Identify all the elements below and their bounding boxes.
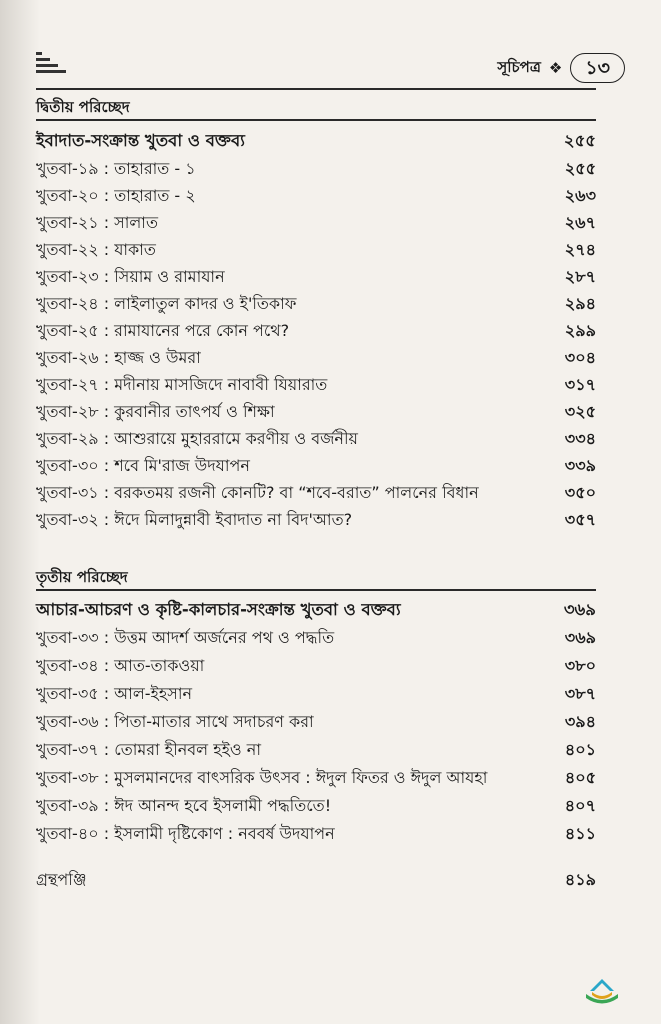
toc-entry-title: খুতবা-৩৭ : তোমরা হীনবল হইও না [36, 739, 261, 759]
toc-entry-page: ২৮৭ [564, 266, 596, 286]
toc-entry-page: ২৯৯ [564, 320, 596, 340]
section-heading-page: ২৫৫ [563, 131, 596, 150]
bibliography-page: ৪১৯ [564, 869, 596, 889]
section-rule-3 [36, 589, 596, 591]
section-heading-2[interactable] [36, 128, 596, 155]
toc-entry-page: ৩৩৪ [564, 428, 596, 448]
toc-entry-page: ৪০১ [564, 739, 596, 759]
toc-entry-title: খুতবা-২৪ : লাইলাতুল কাদর ও ই'তিকাফ [36, 293, 297, 313]
toc-entry-page: ২৭৪ [564, 239, 596, 259]
toc-entry[interactable] [36, 425, 596, 453]
toc-entry-page: ৪০৭ [564, 795, 596, 815]
toc-entry[interactable] [36, 182, 596, 210]
toc-entry[interactable] [36, 452, 596, 480]
toc-entry[interactable] [36, 398, 596, 426]
toc-entry-title: খুতবা-২৬ : হাজ্জ ও উমরা [36, 347, 201, 367]
toc-entry-page: ২৫৫ [564, 158, 596, 178]
toc-entry-page: ৩৫৭ [564, 509, 596, 529]
section-rule-2 [36, 119, 596, 121]
toc-entry[interactable] [36, 506, 596, 534]
toc-entry[interactable] [36, 263, 596, 291]
toc-entry-page: ৩৮০ [564, 655, 596, 675]
toc-entry-page: ৩৯৪ [564, 711, 596, 731]
toc-entry-title: খুতবা-৩৯ : ঈদ আনন্দ হবে ইসলামী পদ্ধতিতে! [36, 795, 332, 815]
toc-entry[interactable] [36, 708, 596, 736]
section-heading-3[interactable] [36, 597, 596, 624]
page-number: ১৩ [570, 53, 625, 83]
toc-entry[interactable] [36, 290, 596, 318]
toc-entry-title: খুতবা-২৫ : রামাযানের পরে কোন পথে? [36, 320, 290, 340]
toc-entry[interactable] [36, 624, 596, 652]
toc-entry-page: ৩২৫ [564, 401, 596, 421]
section-label-3: তৃতীয় পরিচ্ছেদ [36, 568, 128, 586]
corner-ornament-icon [36, 48, 66, 78]
toc-entry-title: খুতবা-২২ : যাকাত [36, 239, 156, 259]
toc-entry-title: খুতবা-২৩ : সিয়াম ও রামাযান [36, 266, 225, 286]
toc-entry-page: ৩৬৯ [564, 627, 596, 647]
page-edge-shadow [0, 0, 40, 1024]
toc-entry[interactable] [36, 680, 596, 708]
toc-entry-page: ৪১১ [564, 823, 596, 843]
section-label-2: দ্বিতীয় পরিচ্ছেদ [36, 98, 130, 116]
section-heading-title: ইবাদাত-সংক্রান্ত খুতবা ও বক্তব্য [36, 131, 245, 150]
toc-entry[interactable] [36, 792, 596, 820]
toc-entry[interactable] [36, 344, 596, 372]
toc-entry[interactable] [36, 820, 596, 848]
toc-entry-title: খুতবা-৩৩ : উত্তম আদর্শ অর্জনের পথ ও পদ্ধতি [36, 627, 335, 647]
toc-entry-title: খুতবা-৩৮ : মুসলমানদের বাৎসরিক উৎসব : ঈদুল ফিতর ও ঈদুল আযহা [36, 767, 488, 787]
toc-entry-title: খুতবা-৩৪ : আত-তাকওয়া [36, 655, 205, 675]
bibliography-label: গ্রন্থপঞ্জি [36, 869, 87, 889]
publisher-logo-icon [582, 976, 622, 1008]
toc-entry-title: খুতবা-৪০ : ইসলামী দৃষ্টিকোণ : নববর্ষ উদযাপন [36, 823, 335, 843]
toc-entry-title: খুতবা-১৯ : তাহারাত - ১ [36, 158, 196, 178]
toc-entry[interactable] [36, 236, 596, 264]
running-title: সূচিপত্র [497, 57, 541, 76]
toc-entry[interactable] [36, 764, 596, 792]
toc-entry-page: ২৬৩ [564, 185, 596, 205]
toc-entry[interactable] [36, 317, 596, 345]
toc-entry[interactable] [36, 155, 596, 183]
toc-entry-title: খুতবা-২০ : তাহারাত - ২ [36, 185, 196, 205]
toc-entry-page: ৩৮৭ [564, 683, 596, 703]
toc-entry-page: ২৬৭ [564, 212, 596, 232]
section-heading-title: আচার-আচরণ ও কৃষ্টি-কালচার-সংক্রান্ত খুতবা ও বক্তব্য [36, 600, 401, 619]
bibliography-entry[interactable] [36, 866, 596, 894]
page-header [420, 48, 625, 88]
toc-entry-page: ২৯৪ [564, 293, 596, 313]
toc-entry-title: খুতবা-২৮ : কুরবানীর তাৎপর্য ও শিক্ষা [36, 401, 275, 421]
toc-entry-page: ৩১৭ [564, 374, 596, 394]
toc-entry-page: ৩৫০ [564, 482, 596, 502]
header-rule [36, 88, 596, 90]
section-heading-page: ৩৬৯ [563, 600, 596, 619]
toc-entry[interactable] [36, 736, 596, 764]
toc-entry-title: খুতবা-৩০ : শবে মি'রাজ উদযাপন [36, 455, 250, 475]
toc-entry-page: ৩০৪ [564, 347, 596, 367]
toc-entry[interactable] [36, 479, 596, 507]
toc-entry-title: খুতবা-৩৫ : আল-ইহসান [36, 683, 193, 703]
toc-entry[interactable] [36, 209, 596, 237]
toc-entry-title: খুতবা-২৯ : আশুরায়ে মুহাররামে করণীয় ও বর্জনীয় [36, 428, 358, 448]
toc-entry-title: খুতবা-২৭ : মদীনায় মাসজিদে নাবাবী যিয়ারাত [36, 374, 328, 394]
toc-entry-title: খুতবা-৩৬ : পিতা-মাতার সাথে সদাচরণ করা [36, 711, 314, 731]
toc-entry-title: খুতবা-৩১ : বরকতময় রজনী কোনটি? বা “শবে-বরাত” পালনের বিধান [36, 482, 479, 502]
toc-entry-title: খুতবা-৩২ : ঈদে মিলাদুন্নাবী ইবাদাত না বিদ'আত? [36, 509, 353, 529]
toc-entry[interactable] [36, 652, 596, 680]
diamond-ornament-icon: ❖ [548, 59, 563, 77]
toc-entry[interactable] [36, 371, 596, 399]
toc-entry-page: ৪০৫ [564, 767, 596, 787]
toc-entry-title: খুতবা-২১ : সালাত [36, 212, 158, 232]
toc-entry-page: ৩৩৯ [564, 455, 596, 475]
